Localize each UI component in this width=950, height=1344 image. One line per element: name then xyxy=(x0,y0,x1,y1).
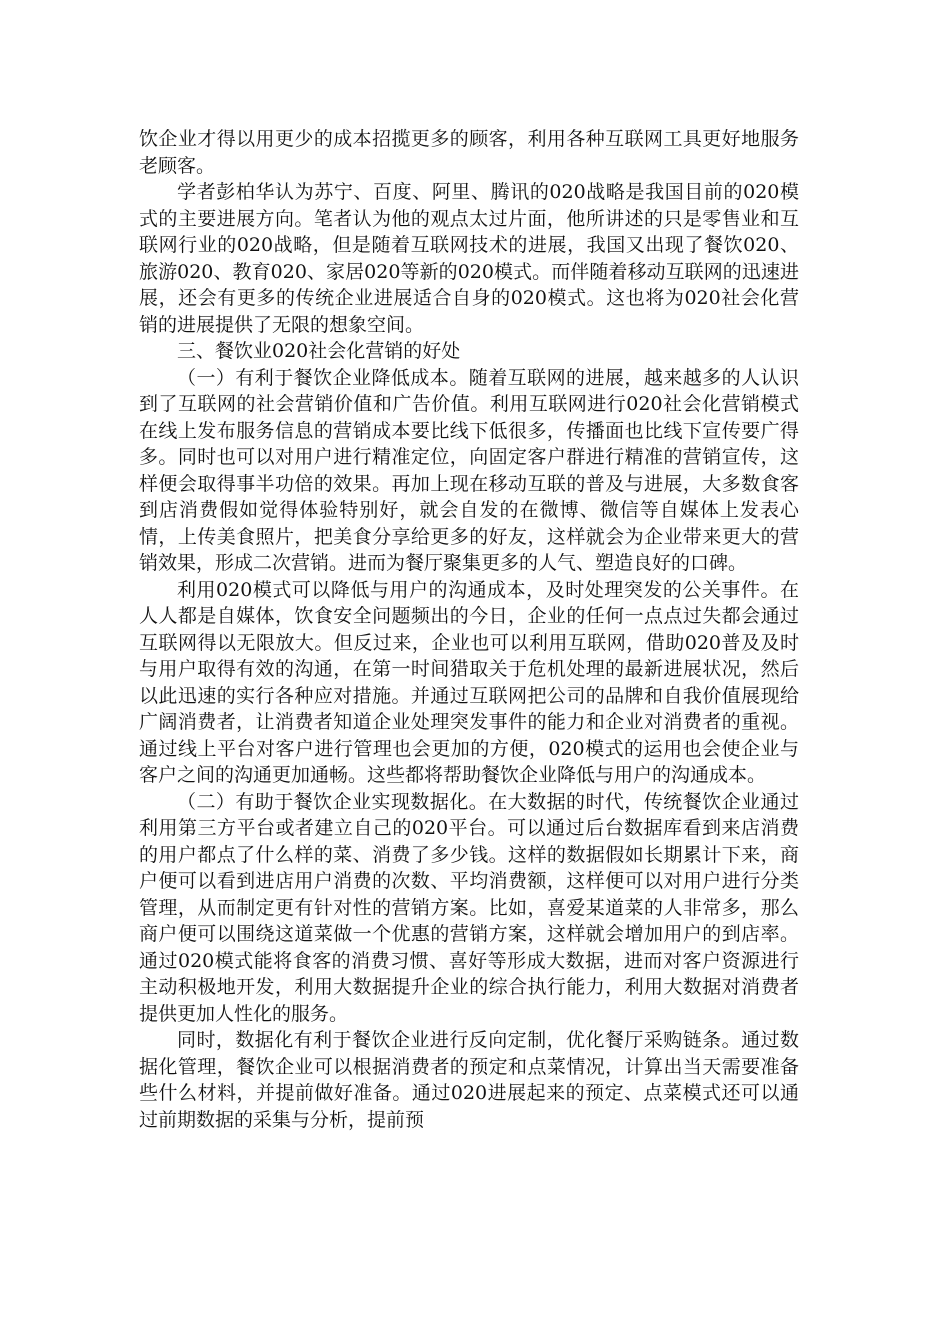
paragraph-continuation: 饮企业才得以用更少的成本招揽更多的顾客，利用各种互联网工具更好地服务老顾客。 xyxy=(139,128,799,177)
section-heading: 三、餐饮业020社会化营销的好处 xyxy=(177,340,461,362)
paragraph-datafication: （二）有助于餐饮企业实现数据化。在大数据的时代，传统餐饮企业通过利用第三方平台或者建立自己的020平台。可以通过后台数据库看到来店消费的用户都点了什么样的菜、消费了多少钱。这样的数据假如长期累计下来，商户便可以看到进店用户消费的次数、平均消费额，这样便可以对用户进行分类管理，从而制定更有针对性的营销方案。比如，喜爱某道菜的人非常多，那么商户便可以围绕这道菜做一个优惠的营销方案，这样就会增加用户的到店率。通过020模式能将食客的消费习惯、喜好等形成大数据，进而对客户资源进行主动积极地开发，利用大数据提升企业的综合执行能力，利用大数据对消费者提供更加人性化的服务。 xyxy=(139,790,799,1025)
paragraph-communication: 利用020模式可以降低与用户的沟通成本，及时处理突发的公关事件。在人人都是自媒体，饮食安全问题频出的今日，企业的任何一点点过失都会通过互联网得以无限放大。但反过来，企业也可以利用互联网，借助020普及及时与用户取得有效的沟通，在第一时间猎取关于危机处理的最新进展状况，然后以此迅速的实行各种应对措施。并通过互联网把公司的品牌和自我价值展现给广阔消费者，让消费者知道企业处理突发事件的能力和企业对消费者的重视。通过线上平台对客户进行管理也会更加的方便，020模式的运用也会使企业与客户之间的沟通更加通畅。这些都将帮助餐饮企业降低与用户的沟通成本。 xyxy=(139,578,799,786)
paragraph-reverse-customization: 同时，数据化有利于餐饮企业进行反向定制，优化餐厅采购链条。通过数据化管理，餐饮企业可以根据消费者的预定和点菜情况，计算出当天需要准备些什么材料，并提前做好准备。通过020进展起来的预定、点菜模式还可以通过前期数据的采集与分析，提前预 xyxy=(139,1029,799,1131)
paragraph-reduce-cost: （一）有利于餐饮企业降低成本。随着互联网的进展，越来越多的人认识到了互联网的社会营销价值和广告价值。利用互联网进行020社会化营销模式在线上发布服务信息的营销成本要比线下低很多，传播面也比线下宣传要广得多。同时也可以对用户进行精准定位，向固定客户群进行精准的营销宣传，这样便会取得事半功倍的效果。再加上现在移动互联的普及与进展，大多数食客到店消费假如觉得体验特别好，就会自发的在微博、微信等自媒体上发表心情，上传美食照片，把美食分享给更多的好友，这样就会为企业带来更大的营销效果，形成二次营销。进而为餐厅聚集更多的人气、塑造良好的口碑。 xyxy=(139,366,799,574)
document-body xyxy=(139,126,799,1133)
paragraph-o2o-direction: 学者彭柏华认为苏宁、百度、阿里、腾讯的020战略是我国目前的020模式的主要进展方向。笔者认为他的观点太过片面，他所讲述的只是零售业和互联网行业的020战略，但是随着互联网技术的进展，我国又出现了餐饮020、旅游020、教育020、家居020等新的020模式。而伴随着移动互联网的迅速进展，还会有更多的传统企业进展适合自身的020模式。这也将为020社会化营销的进展提供了无限的想象空间。 xyxy=(139,181,799,336)
